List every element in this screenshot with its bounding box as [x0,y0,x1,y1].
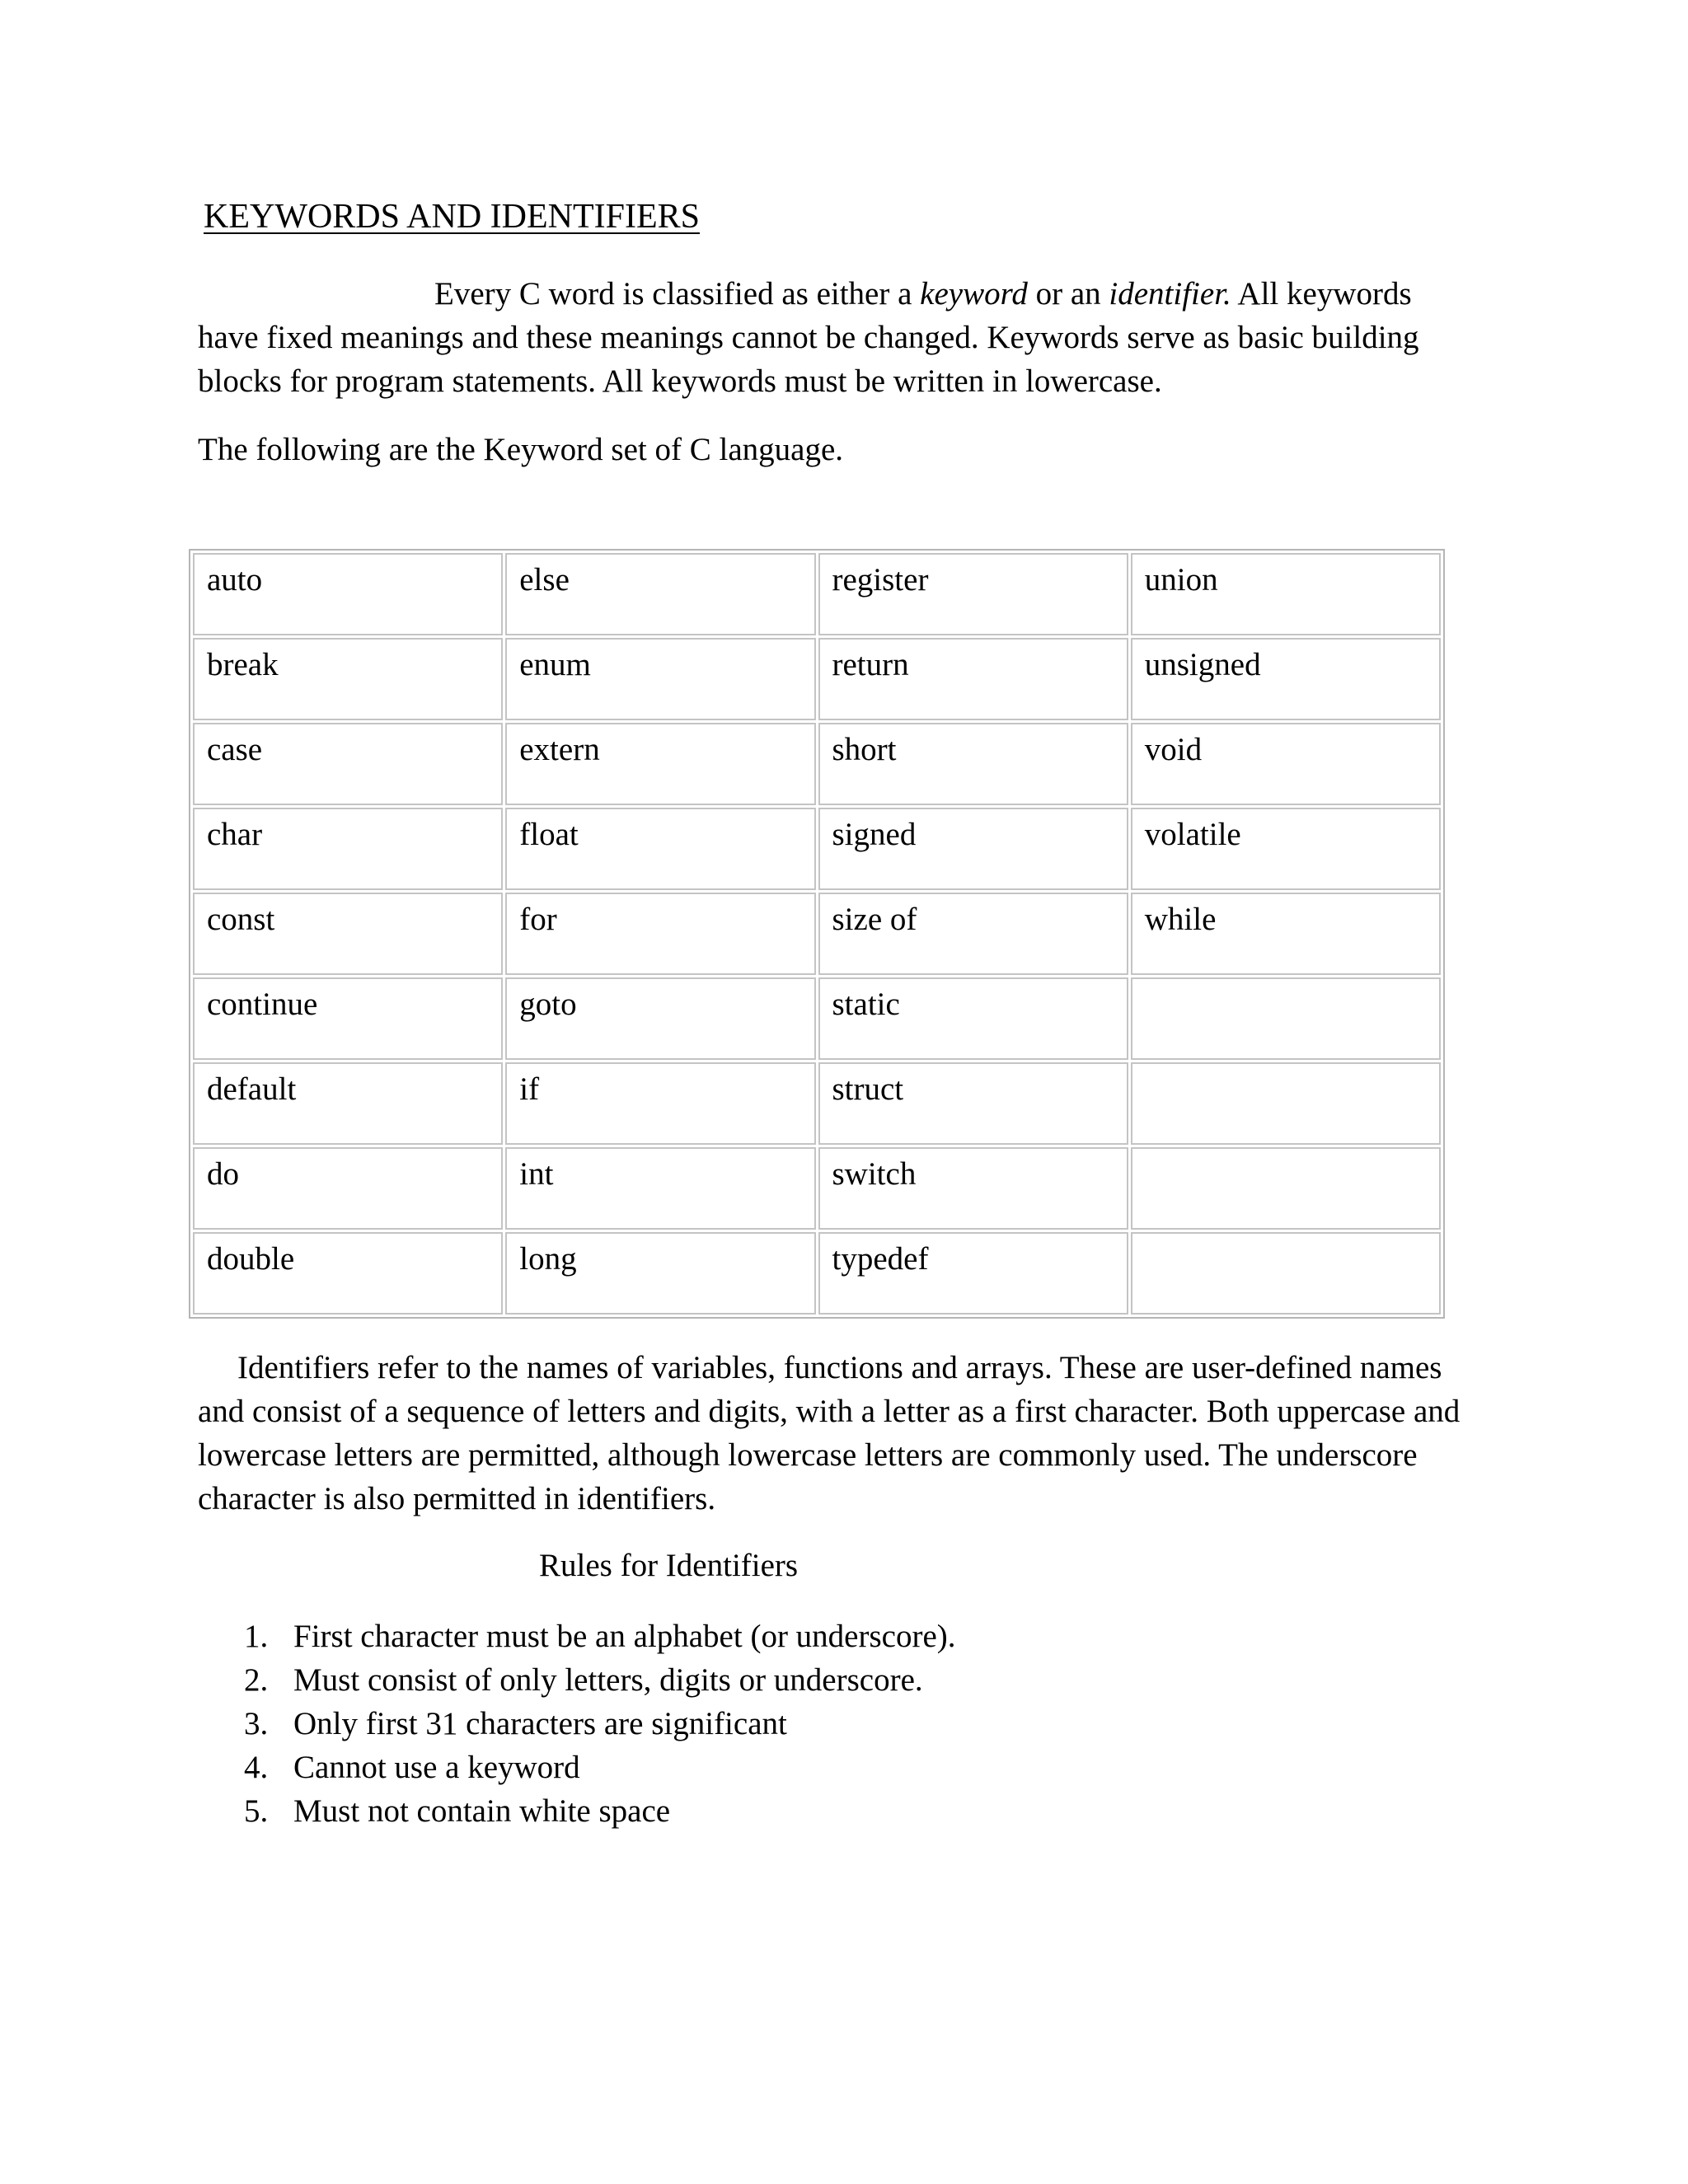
table-row [193,893,1441,975]
keyword-cell [1131,1232,1441,1315]
table-row [193,638,1441,720]
page-title: KEYWORDS AND IDENTIFIERS [204,198,700,236]
keyword-cell: return [818,638,1128,720]
keyword-cell: while [1131,893,1441,975]
table-row [193,808,1441,890]
keyword-term: keyword [920,276,1028,312]
table-row [193,723,1441,805]
keyword-table [189,549,1445,1319]
rules-heading: Rules for Identifiers [539,1548,799,1583]
keyword-cell: const [193,893,503,975]
keyword-cell: int [505,1147,815,1230]
rule-number: 3. [244,1706,269,1741]
list-item [244,1702,956,1746]
rule-text: Must consist of only letters, digits or underscore. [293,1662,923,1698]
keyword-cell: extern [505,723,815,805]
rule-number: 5. [244,1793,269,1829]
intro-text-1: Every C word is classified as either a [434,276,921,312]
identifiers-paragraph: Identifiers refer to the names of variables, functions and arrays. These are user-defined names and consist of a sequence of letters and digits, with a letter as a first character. Both uppercase and lowercase letters are permitted, although lowercase letters are commonly used. The underscore character is also permitted in identifiers. [198,1350,1461,1516]
rules-list [244,1615,956,1833]
list-item [244,1615,956,1658]
table-row [193,1232,1441,1315]
keyword-cell: auto [193,553,503,635]
intro-text-2: or an [1027,276,1109,312]
intro-text-3: All keywords have fixed meanings and these meanings cannot be changed. Keywords serve as basic building blocks for program statements. All keywords must be written in lowercase. [198,276,1419,399]
keyword-cell: do [193,1147,503,1230]
table-row [193,977,1441,1060]
keyword-lead-text: The following are the Keyword set of C language. [198,432,844,467]
keyword-cell: double [193,1232,503,1315]
keyword-cell [1131,1147,1441,1230]
rule-text: Only first 31 characters are significant [293,1706,787,1741]
keyword-cell: void [1131,723,1441,805]
keyword-cell: char [193,808,503,890]
table-row [193,1062,1441,1145]
keyword-cell: switch [818,1147,1128,1230]
keyword-table-body [193,553,1441,1315]
keyword-cell [1131,977,1441,1060]
list-item [244,1658,956,1702]
list-item [244,1746,956,1789]
keyword-cell: signed [818,808,1128,890]
keyword-cell: unsigned [1131,638,1441,720]
keyword-cell: continue [193,977,503,1060]
table-row [193,553,1441,635]
keyword-cell: for [505,893,815,975]
identifier-term: identifier. [1109,276,1231,312]
keyword-cell: else [505,553,815,635]
keyword-cell [1131,1062,1441,1145]
rule-number: 2. [244,1662,269,1698]
keyword-cell: volatile [1131,808,1441,890]
keyword-cell: if [505,1062,815,1145]
keyword-cell: case [193,723,503,805]
table-row [193,1147,1441,1230]
keyword-cell: default [193,1062,503,1145]
keyword-cell: break [193,638,503,720]
keyword-cell: union [1131,553,1441,635]
keyword-cell: float [505,808,815,890]
keyword-cell: goto [505,977,815,1060]
intro-paragraph [198,272,1451,403]
rule-text: Must not contain white space [293,1793,671,1829]
list-item [244,1789,956,1833]
rule-number: 1. [244,1619,269,1654]
rule-number: 4. [244,1750,269,1785]
keyword-cell: typedef [818,1232,1128,1315]
keyword-cell: register [818,553,1128,635]
rule-text: Cannot use a keyword [293,1750,580,1785]
keyword-cell: short [818,723,1128,805]
keyword-cell: size of [818,893,1128,975]
keyword-cell: static [818,977,1128,1060]
rule-text: First character must be an alphabet (or underscore). [293,1619,956,1654]
keyword-cell: long [505,1232,815,1315]
keyword-cell: struct [818,1062,1128,1145]
keyword-cell: enum [505,638,815,720]
